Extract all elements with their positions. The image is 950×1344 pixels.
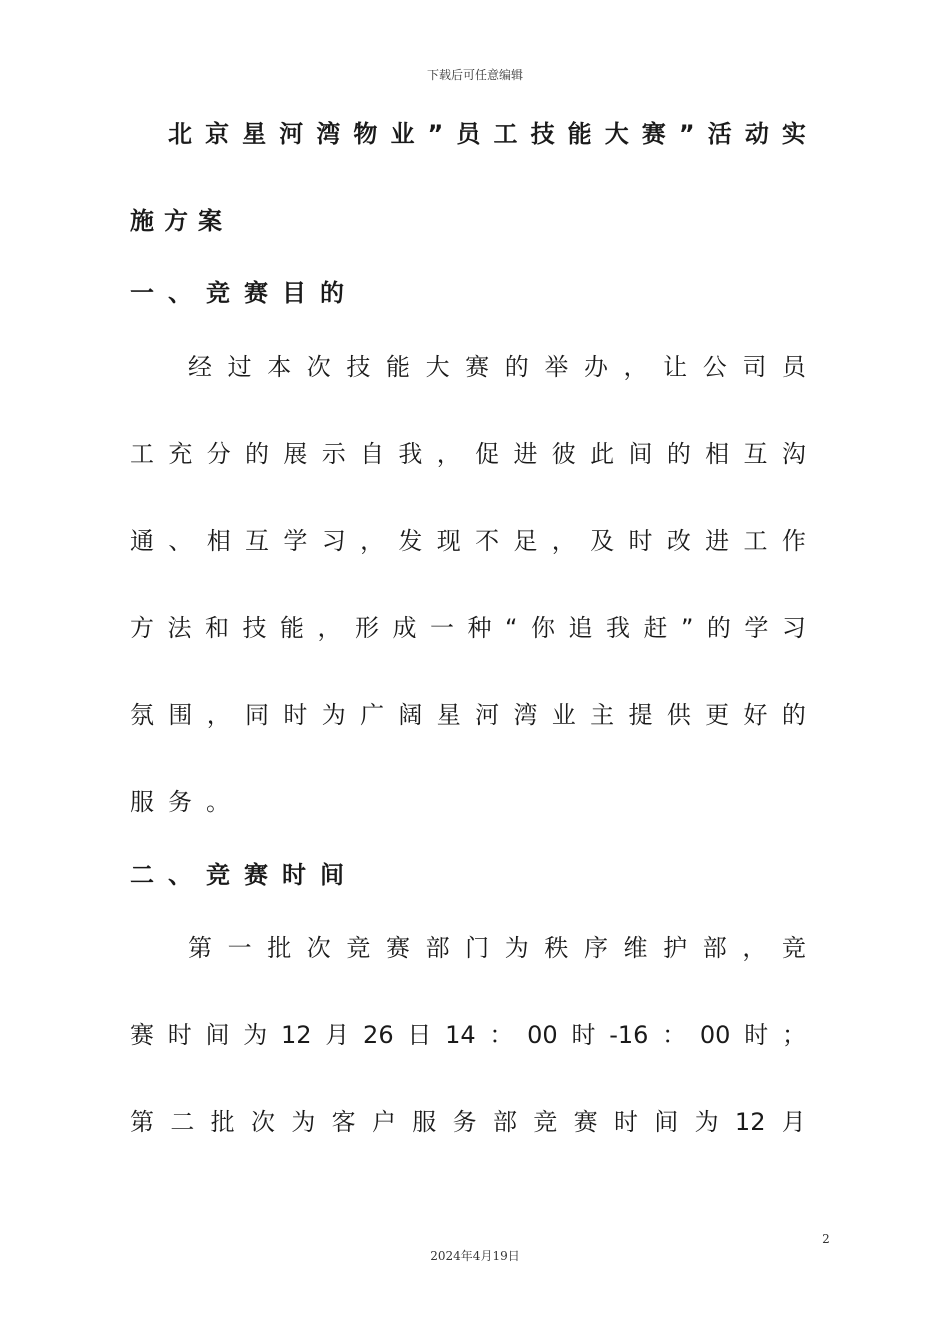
text-glyph: ， bbox=[206, 701, 231, 729]
text-glyph: 你 bbox=[530, 614, 555, 642]
text-glyph: 的 bbox=[706, 614, 731, 642]
text-glyph: 能 bbox=[280, 614, 304, 642]
text-glyph: 服 bbox=[130, 788, 154, 816]
text-glyph: 经 bbox=[188, 353, 212, 381]
text-glyph: 司 bbox=[742, 353, 767, 381]
text-glyph: 现 bbox=[436, 527, 461, 555]
text-glyph: 批 bbox=[267, 934, 292, 962]
text-glyph: 部 bbox=[702, 934, 727, 962]
text-glyph: 工 bbox=[493, 120, 518, 148]
text-glyph: ， bbox=[551, 527, 576, 555]
text-glyph: 二 bbox=[130, 861, 154, 889]
text-glyph: 主 bbox=[590, 701, 615, 729]
text-glyph: 一 bbox=[430, 614, 454, 642]
text-glyph: 一 bbox=[130, 279, 154, 307]
text-glyph: 次 bbox=[306, 353, 331, 381]
text-glyph: 示 bbox=[321, 440, 346, 468]
text-glyph: 沟 bbox=[781, 440, 806, 468]
text-glyph: 发 bbox=[398, 527, 423, 555]
page-number: 2 bbox=[822, 1232, 830, 1246]
text-glyph: 通 bbox=[130, 527, 154, 555]
text-glyph: ， bbox=[360, 527, 385, 555]
text-glyph: 批 bbox=[210, 1108, 235, 1136]
text-glyph: ， bbox=[317, 614, 342, 642]
text-glyph: 动 bbox=[744, 120, 769, 148]
text-glyph: 的 bbox=[666, 440, 691, 468]
text-glyph: 的 bbox=[504, 353, 529, 381]
text-glyph: 第 bbox=[130, 1108, 154, 1136]
text-glyph: 时 bbox=[744, 1021, 769, 1049]
text-glyph: 促 bbox=[475, 440, 500, 468]
text-glyph: 月 bbox=[781, 1108, 806, 1136]
text-glyph: ， bbox=[623, 353, 648, 381]
text-glyph: 为 bbox=[243, 1021, 268, 1049]
text-glyph: 过 bbox=[227, 353, 252, 381]
text-glyph: 为 bbox=[291, 1108, 316, 1136]
text-glyph: 学 bbox=[283, 527, 308, 555]
text-glyph: 施 bbox=[130, 207, 154, 235]
text-glyph: 此 bbox=[590, 440, 615, 468]
text-glyph: 河 bbox=[475, 701, 500, 729]
text-glyph: -16 bbox=[609, 1021, 649, 1049]
text-glyph: 氛 bbox=[130, 701, 154, 729]
text-glyph: 务 bbox=[168, 788, 192, 816]
text-glyph: 、 bbox=[168, 279, 192, 307]
text-glyph: 让 bbox=[663, 353, 688, 381]
text-glyph: 供 bbox=[666, 701, 691, 729]
text-glyph: 竞 bbox=[346, 934, 371, 962]
text-glyph: ， bbox=[436, 440, 461, 468]
document-title-line-1 bbox=[168, 114, 806, 154]
text-glyph: 展 bbox=[283, 440, 308, 468]
text-glyph: 星 bbox=[436, 701, 461, 729]
text-glyph: 00 bbox=[699, 1021, 731, 1049]
text-glyph: 12 bbox=[281, 1021, 312, 1049]
text-glyph: 秩 bbox=[544, 934, 569, 962]
text-glyph: 业 bbox=[390, 120, 415, 148]
text-glyph: 时 bbox=[283, 701, 308, 729]
text-glyph: 服 bbox=[412, 1108, 437, 1136]
text-glyph: ： bbox=[489, 1021, 514, 1049]
text-glyph: 护 bbox=[663, 934, 688, 962]
text-glyph: 改 bbox=[666, 527, 691, 555]
text-glyph: 大 bbox=[604, 120, 629, 148]
text-glyph: 星 bbox=[242, 120, 267, 148]
text-glyph: 案 bbox=[198, 207, 222, 235]
text-glyph: 好 bbox=[743, 701, 768, 729]
section-1-paragraph-line bbox=[130, 608, 806, 648]
text-glyph: 赛 bbox=[385, 934, 410, 962]
text-glyph: ， bbox=[742, 934, 767, 962]
text-glyph: 举 bbox=[544, 353, 569, 381]
text-glyph: 我 bbox=[605, 614, 630, 642]
text-glyph: 日 bbox=[407, 1021, 432, 1049]
text-glyph: 技 bbox=[530, 120, 555, 148]
text-glyph: 次 bbox=[306, 934, 331, 962]
text-glyph: 时 bbox=[628, 527, 653, 555]
text-glyph: 时 bbox=[167, 1021, 192, 1049]
text-glyph: 阔 bbox=[398, 701, 423, 729]
text-glyph: 法 bbox=[167, 614, 192, 642]
text-glyph: 互 bbox=[245, 527, 270, 555]
text-glyph: 部 bbox=[425, 934, 450, 962]
section-2-paragraph-line bbox=[188, 928, 806, 968]
text-glyph: 相 bbox=[705, 440, 730, 468]
text-glyph: 赶 bbox=[643, 614, 668, 642]
text-glyph: 广 bbox=[360, 701, 385, 729]
text-glyph: 目 bbox=[282, 279, 306, 307]
text-glyph: ” bbox=[680, 614, 694, 642]
text-glyph: 更 bbox=[705, 701, 730, 729]
text-glyph: ： bbox=[662, 1021, 687, 1049]
text-glyph: 本 bbox=[267, 353, 292, 381]
section-1-heading bbox=[130, 273, 806, 313]
text-glyph: 14 bbox=[445, 1021, 476, 1049]
text-glyph: 不 bbox=[475, 527, 500, 555]
text-glyph: 竞 bbox=[206, 861, 230, 889]
text-glyph: 互 bbox=[743, 440, 768, 468]
text-glyph: 为 bbox=[321, 701, 346, 729]
text-glyph: 赛 bbox=[130, 1021, 154, 1049]
section-1-paragraph-line bbox=[130, 695, 806, 735]
text-glyph: 竞 bbox=[781, 934, 806, 962]
text-glyph: 12 bbox=[734, 1108, 766, 1136]
section-2-paragraph-line bbox=[130, 1015, 806, 1055]
text-glyph: 能 bbox=[385, 353, 410, 381]
text-glyph: 间 bbox=[654, 1108, 679, 1136]
text-glyph: 分 bbox=[206, 440, 231, 468]
text-glyph: 26 bbox=[363, 1021, 394, 1049]
text-glyph: 。 bbox=[206, 788, 230, 816]
text-glyph: 河 bbox=[279, 120, 304, 148]
text-glyph: 、 bbox=[168, 527, 193, 555]
text-glyph: 间 bbox=[320, 861, 344, 889]
text-glyph: 办 bbox=[583, 353, 608, 381]
text-glyph: 足 bbox=[513, 527, 538, 555]
text-glyph: 的 bbox=[245, 440, 270, 468]
text-glyph: 实 bbox=[781, 120, 806, 148]
text-glyph: 月 bbox=[325, 1021, 350, 1049]
text-glyph: 次 bbox=[250, 1108, 275, 1136]
text-glyph: 公 bbox=[702, 353, 727, 381]
text-glyph: 进 bbox=[513, 440, 538, 468]
text-glyph: 方 bbox=[130, 614, 154, 642]
text-glyph: 员 bbox=[781, 353, 806, 381]
text-glyph: 物 bbox=[353, 120, 378, 148]
text-glyph: 户 bbox=[371, 1108, 396, 1136]
text-glyph: 竞 bbox=[533, 1108, 558, 1136]
text-glyph: 竞 bbox=[206, 279, 230, 307]
text-glyph: 作 bbox=[781, 527, 806, 555]
text-glyph: 形 bbox=[355, 614, 379, 642]
section-1-paragraph-line bbox=[188, 347, 806, 387]
text-glyph: 部 bbox=[492, 1108, 517, 1136]
text-glyph: 习 bbox=[781, 614, 806, 642]
text-glyph: 方 bbox=[164, 207, 188, 235]
text-glyph: 维 bbox=[623, 934, 648, 962]
text-glyph: ； bbox=[781, 1021, 806, 1049]
text-glyph: 为 bbox=[694, 1108, 719, 1136]
text-glyph: 种 bbox=[467, 614, 492, 642]
text-glyph: 时 bbox=[571, 1021, 596, 1049]
text-glyph: 赛 bbox=[465, 353, 490, 381]
text-glyph: 相 bbox=[206, 527, 231, 555]
text-glyph: 赛 bbox=[573, 1108, 598, 1136]
text-glyph: 一 bbox=[227, 934, 252, 962]
text-glyph: 二 bbox=[170, 1108, 195, 1136]
text-glyph: 湾 bbox=[316, 120, 341, 148]
text-glyph: 员 bbox=[456, 120, 481, 148]
text-glyph: ” bbox=[678, 120, 695, 148]
section-1-paragraph-line bbox=[130, 521, 806, 561]
text-glyph: 围 bbox=[168, 701, 193, 729]
text-glyph: 成 bbox=[392, 614, 417, 642]
text-glyph: 的 bbox=[781, 701, 806, 729]
text-glyph: 充 bbox=[168, 440, 193, 468]
page-header: 下载后可任意编辑 bbox=[426, 68, 523, 82]
text-glyph: 间 bbox=[205, 1021, 230, 1049]
text-glyph: 赛 bbox=[244, 861, 268, 889]
text-glyph: 的 bbox=[320, 279, 344, 307]
text-glyph: 大 bbox=[425, 353, 450, 381]
text-glyph: 习 bbox=[321, 527, 346, 555]
text-glyph: 业 bbox=[551, 701, 576, 729]
text-glyph: 赛 bbox=[641, 120, 666, 148]
text-glyph: 追 bbox=[568, 614, 593, 642]
text-glyph: 能 bbox=[567, 120, 592, 148]
section-1-paragraph-line bbox=[130, 782, 806, 822]
text-glyph: 及 bbox=[590, 527, 615, 555]
text-glyph: 湾 bbox=[513, 701, 538, 729]
text-glyph: 时 bbox=[282, 861, 306, 889]
text-glyph: 门 bbox=[465, 934, 490, 962]
text-glyph: 务 bbox=[452, 1108, 477, 1136]
page-footer-date: 2024年4月19日 bbox=[430, 1249, 520, 1263]
text-glyph: 00 bbox=[527, 1021, 558, 1049]
text-glyph: 技 bbox=[242, 614, 267, 642]
text-glyph: 、 bbox=[168, 861, 192, 889]
text-glyph: ” bbox=[427, 120, 444, 148]
text-glyph: 时 bbox=[613, 1108, 638, 1136]
text-glyph: 彼 bbox=[551, 440, 576, 468]
text-glyph: “ bbox=[505, 614, 518, 642]
document-title-line-2 bbox=[130, 201, 806, 241]
text-glyph: 间 bbox=[628, 440, 653, 468]
text-glyph: 赛 bbox=[244, 279, 268, 307]
text-glyph: 北 bbox=[168, 120, 192, 148]
text-glyph: 提 bbox=[628, 701, 653, 729]
text-glyph: 自 bbox=[360, 440, 385, 468]
text-glyph: 序 bbox=[583, 934, 608, 962]
text-glyph: 为 bbox=[504, 934, 529, 962]
section-1-paragraph-line bbox=[130, 434, 806, 474]
text-glyph: 工 bbox=[130, 440, 154, 468]
text-glyph: 我 bbox=[398, 440, 423, 468]
text-glyph: 学 bbox=[744, 614, 769, 642]
text-glyph: 客 bbox=[331, 1108, 356, 1136]
section-2-paragraph-line bbox=[130, 1102, 806, 1142]
text-glyph: 同 bbox=[245, 701, 270, 729]
text-glyph: 活 bbox=[707, 120, 732, 148]
text-glyph: 第 bbox=[188, 934, 212, 962]
text-glyph: 进 bbox=[705, 527, 730, 555]
section-2-heading bbox=[130, 855, 806, 895]
text-glyph: 技 bbox=[346, 353, 371, 381]
text-glyph: 工 bbox=[743, 527, 768, 555]
text-glyph: 和 bbox=[205, 614, 229, 642]
text-glyph: 京 bbox=[205, 120, 230, 148]
